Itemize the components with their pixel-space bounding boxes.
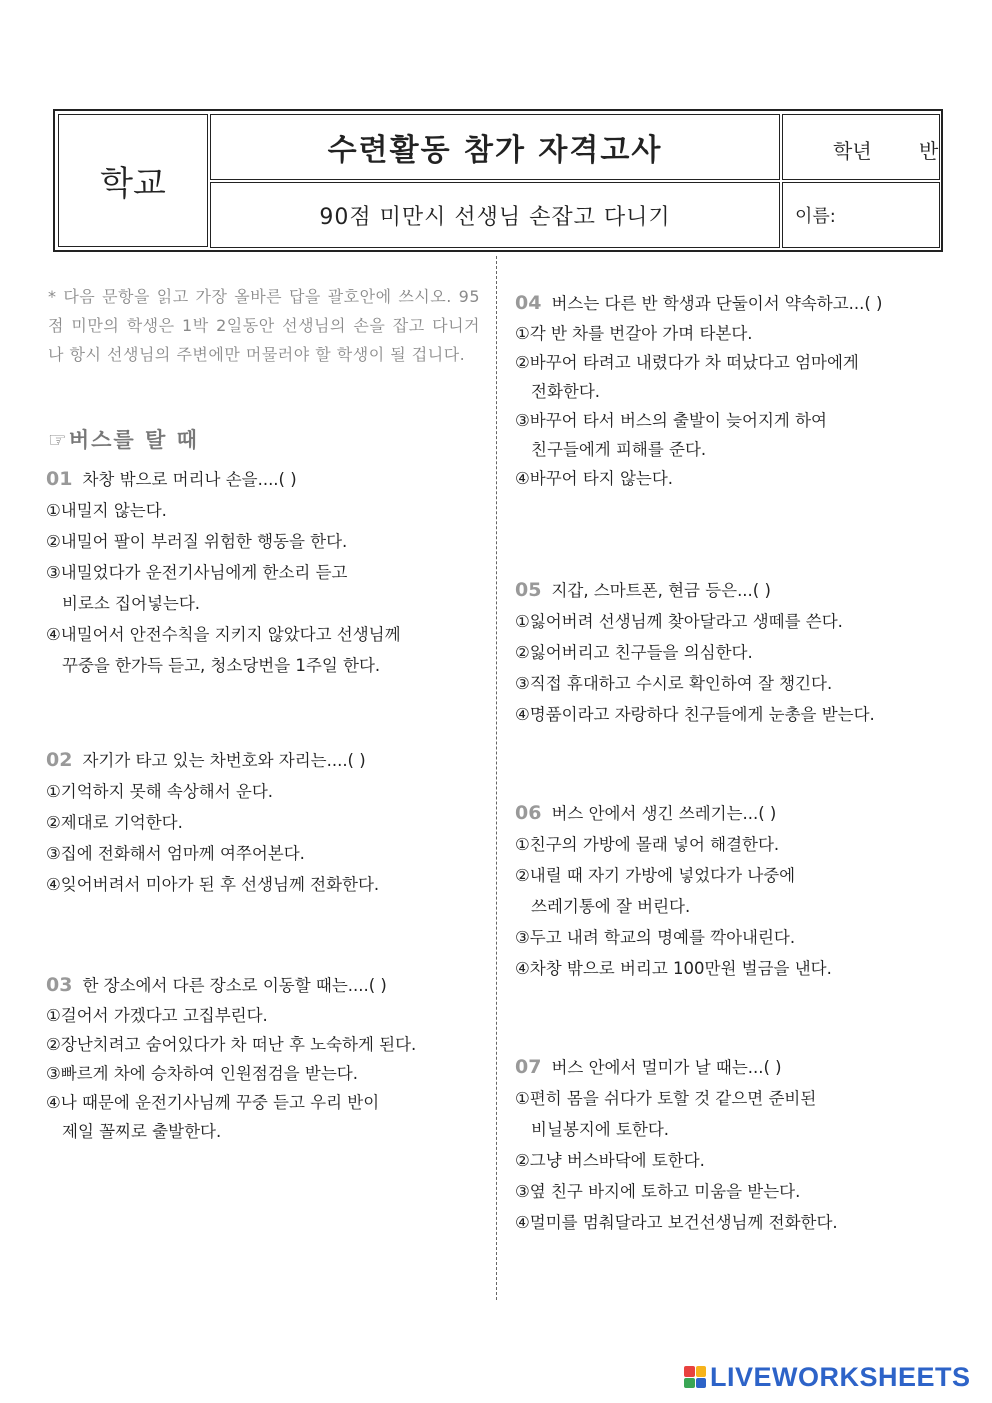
- answer-option: ②제대로 기억한다.: [46, 813, 183, 832]
- answer-option: ③빠르게 차에 승차하여 인원점검을 받는다.: [46, 1064, 358, 1083]
- logo-icon-square: [684, 1378, 695, 1389]
- answer-option: ④잊어버려서 미아가 된 후 선생님께 전화한다.: [46, 875, 380, 894]
- name-label: 이름:: [795, 206, 836, 227]
- question-text: 한 장소에서 다른 장소로 이동할 때는....( ): [82, 976, 387, 995]
- question-03: [46, 970, 416, 1146]
- question-01: [46, 464, 401, 681]
- question-text: 버스 안에서 생긴 쓰레기는...( ): [551, 804, 777, 823]
- question-04: [515, 288, 883, 493]
- exam-subtitle: 90점 미만시 선생님 손잡고 다니기: [210, 182, 780, 248]
- question-text: 버스 안에서 멀미가 날 때는...( ): [551, 1058, 782, 1077]
- question-line: [515, 288, 883, 319]
- answer-option: ①각 반 차를 번갈아 가며 타본다.: [515, 324, 753, 343]
- answer-option: ③내밀었다가 운전기사님에게 한소리 듣고: [46, 563, 348, 582]
- name-cell: [782, 182, 940, 248]
- answer-option: ④바꾸어 타지 않는다.: [515, 469, 674, 488]
- class-label: 반: [919, 139, 939, 163]
- answer-option: 친구들에게 피해를 준다.: [531, 440, 707, 459]
- answer-option: ①내밀지 않는다.: [46, 501, 167, 520]
- question-line: [46, 464, 401, 495]
- answer-option: ③두고 내려 학교의 명예를 깍아내린다.: [515, 928, 796, 947]
- question-text: 지갑, 스마트폰, 현금 등은...( ): [551, 581, 771, 600]
- answer-option: ④내밀어서 안전수칙을 지키지 않았다고 선생님께: [46, 625, 401, 644]
- answer-option: ④차창 밖으로 버리고 100만원 벌금을 낸다.: [515, 959, 832, 978]
- question-line: [515, 1052, 838, 1083]
- section-title: ☞버스를 탈 때: [48, 428, 199, 452]
- answer-option: ②내릴 때 자기 가방에 넣었다가 나중에: [515, 866, 796, 885]
- question-number: 01: [46, 468, 73, 490]
- question-text: 차창 밖으로 머리나 손을....( ): [82, 470, 297, 489]
- question-text: 버스는 다른 반 학생과 단둘이서 약속하고...( ): [551, 294, 883, 313]
- answer-option: ①기억하지 못해 속상해서 운다.: [46, 782, 274, 801]
- school-cell: 학교: [58, 114, 208, 247]
- instructions-text: * 다음 문항을 읽고 가장 올바른 답을 괄호안에 쓰시오. 95점 미만의 학생은 1박 2일동안 선생님의 손을 잡고 다니거나 항시 선생님의 주변에만 머물러야 할 학생이 될 겁니다.: [48, 287, 480, 364]
- answer-option: ④나 때문에 운전기사님께 꾸중 듣고 우리 반이: [46, 1093, 380, 1112]
- answer-option: 쓰레기통에 잘 버린다.: [531, 897, 691, 916]
- answer-option: ①친구의 가방에 몰래 넣어 해결한다.: [515, 835, 780, 854]
- answer-option: ④명품이라고 자랑하다 친구들에게 눈총을 받는다.: [515, 705, 875, 724]
- answer-option: ③바꾸어 타서 버스의 출발이 늦어지게 하여: [515, 411, 827, 430]
- logo-icon-square: [696, 1378, 707, 1389]
- answer-option: ①걸어서 가겠다고 고집부린다.: [46, 1006, 268, 1025]
- answer-option: ②바꾸어 타려고 내렸다가 차 떠났다고 엄마에게: [515, 353, 859, 372]
- logo-icon-square: [696, 1366, 707, 1377]
- question-02: [46, 745, 379, 900]
- question-line: [46, 745, 379, 776]
- question-line: [515, 798, 832, 829]
- question-text: 자기가 타고 있는 차번호와 자리는....( ): [82, 751, 366, 770]
- answer-option: ③옆 친구 바지에 토하고 미움을 받는다.: [515, 1182, 801, 1201]
- question-number: 06: [515, 802, 542, 824]
- answer-option: ②장난치려고 숨어있다가 차 떠난 후 노숙하게 된다.: [46, 1035, 417, 1054]
- logo-icon: [684, 1366, 706, 1388]
- question-05: [515, 575, 875, 730]
- question-07: [515, 1052, 838, 1238]
- logo-text: LIVEWORKSHEETS: [710, 1361, 971, 1392]
- question-number: 02: [46, 749, 73, 771]
- question-number: 03: [46, 974, 73, 996]
- question-number: 04: [515, 292, 542, 314]
- answer-option: ①잃어버려 선생님께 찾아달라고 생떼를 쓴다.: [515, 612, 843, 631]
- answer-option: 비닐봉지에 토한다.: [531, 1120, 670, 1139]
- answer-option: ②그냥 버스바닥에 토한다.: [515, 1151, 705, 1170]
- liveworksheets-logo: [684, 1362, 971, 1392]
- question-06: [515, 798, 832, 984]
- exam-title: 수련활동 참가 자격고사: [210, 114, 780, 180]
- question-number: 07: [515, 1056, 542, 1078]
- answer-option: ④멀미를 멈춰달라고 보건선생님께 전화한다.: [515, 1213, 838, 1232]
- answer-option: 제일 꼴찌로 출발한다.: [62, 1122, 222, 1141]
- column-divider: [496, 256, 497, 1300]
- exam-header-table: [53, 109, 943, 252]
- answer-option: ②내밀어 팔이 부러질 위험한 행동을 한다.: [46, 532, 348, 551]
- logo-icon-square: [684, 1366, 695, 1377]
- answer-option: ③직접 휴대하고 수시로 확인하여 잘 챙긴다.: [515, 674, 833, 693]
- answer-option: ②잃어버리고 친구들을 의심한다.: [515, 643, 753, 662]
- answer-option: ①편히 몸을 쉬다가 토할 것 같으면 준비된: [515, 1089, 817, 1108]
- question-line: [515, 575, 875, 606]
- question-number: 05: [515, 579, 542, 601]
- question-line: [46, 970, 416, 1001]
- grade-class-cell: [782, 114, 940, 180]
- answer-option: 전화한다.: [531, 382, 601, 401]
- answer-option: ③집에 전화해서 엄마께 여쭈어본다.: [46, 844, 305, 863]
- grade-label: 학년: [833, 139, 872, 163]
- answer-option: 꾸중을 한가득 듣고, 청소당번을 1주일 한다.: [62, 656, 381, 675]
- answer-option: 비로소 집어넣는다.: [62, 594, 201, 613]
